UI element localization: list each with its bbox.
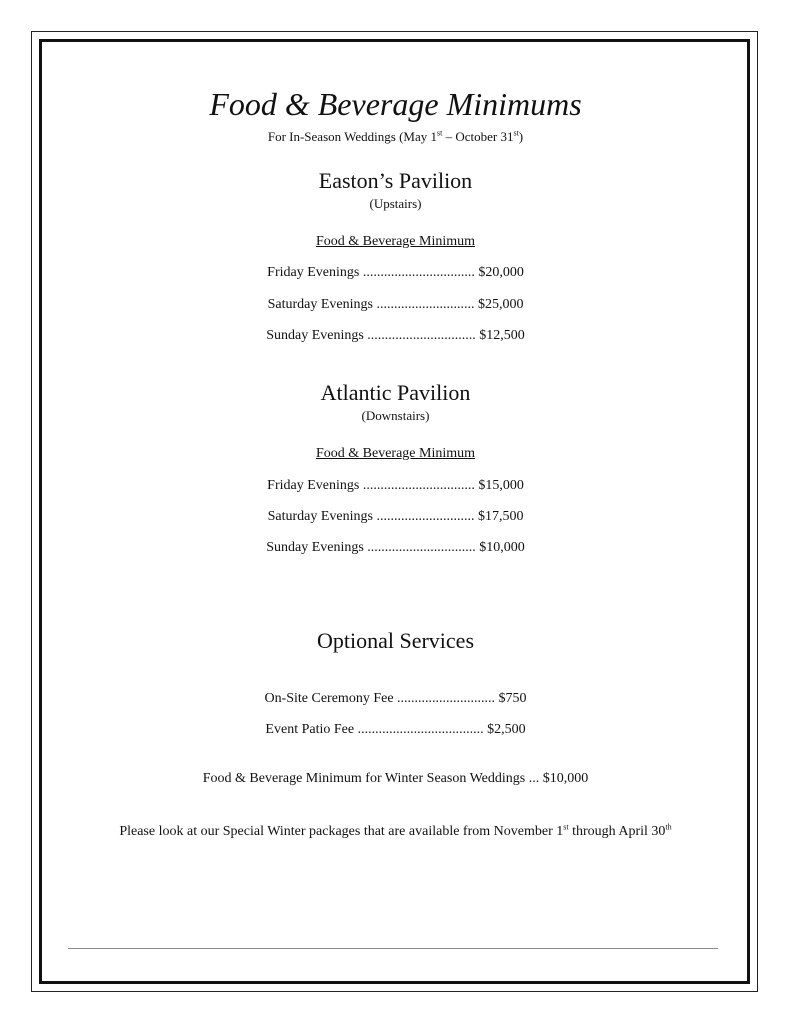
venue-name-eastons: Easton’s Pavilion — [318, 168, 473, 193]
price-row: Sunday Evenings ............................... $12,500 — [266, 328, 525, 343]
venue-name-atlantic: Atlantic Pavilion — [320, 380, 471, 405]
winter-minimum: Food & Beverage Minimum for Winter Season Weddings ... $10,000 — [202, 771, 589, 786]
section-label-atlantic: Food & Beverage Minimum — [315, 446, 476, 461]
winter-note: Please look at our Special Winter packages that are available from November 1st through April 30th — [119, 822, 672, 839]
optional-services-title: Optional Services — [316, 628, 475, 653]
price-row: Event Patio Fee .................................... $2,500 — [265, 722, 526, 737]
price-row: Friday Evenings ................................ $15,000 — [267, 478, 524, 493]
page-title: Food & Beverage Minimums — [209, 86, 582, 122]
price-row: On-Site Ceremony Fee ............................ $750 — [264, 691, 527, 706]
price-row: Friday Evenings ................................ $20,000 — [267, 265, 524, 280]
venue-location-atlantic: (Downstairs) — [361, 408, 430, 423]
section-label-eastons: Food & Beverage Minimum — [315, 234, 476, 249]
price-row: Sunday Evenings ............................... $10,000 — [266, 540, 525, 555]
venue-location-eastons: (Upstairs) — [369, 196, 422, 211]
price-row: Saturday Evenings ............................ $25,000 — [267, 297, 524, 312]
bottom-divider — [68, 948, 718, 949]
price-row: Saturday Evenings ............................ $17,500 — [267, 509, 524, 524]
page-subtitle: For In-Season Weddings (May 1st – October 31st) — [267, 128, 524, 144]
